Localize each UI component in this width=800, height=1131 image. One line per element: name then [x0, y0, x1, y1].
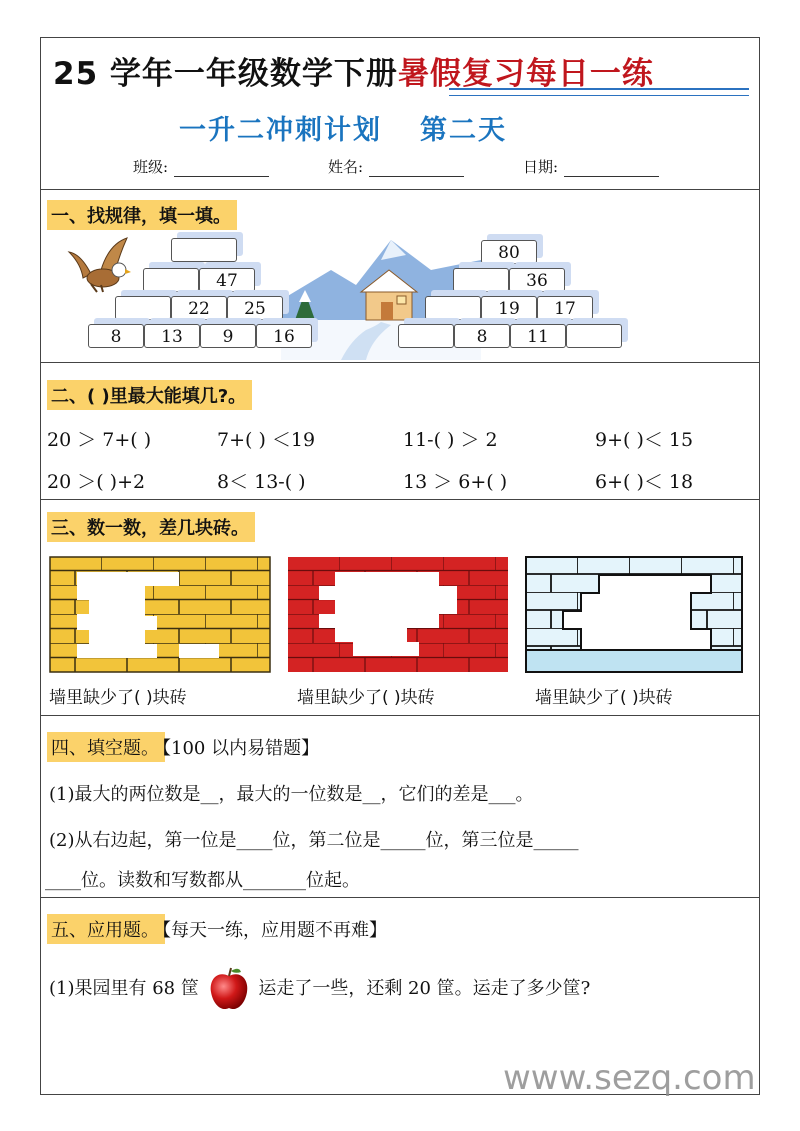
section-title: 四、填空题。 [47, 732, 165, 762]
yellow-brick-wall [49, 556, 271, 673]
pyramid-cell: 25 [227, 296, 283, 320]
word-problem-1 [49, 966, 590, 1012]
pyramid-cell: 16 [256, 324, 312, 348]
worksheet-header [41, 38, 759, 190]
subtitle [179, 108, 507, 147]
day-label: 第二天 [420, 115, 507, 146]
inequality[interactable]: 13 ＞ 6+( ) [403, 471, 508, 493]
inequality[interactable]: 7+( ) ＜19 [217, 429, 316, 451]
pyramid-cell: 8 [454, 324, 510, 348]
title-highlight: 暑假复习每日一练 [397, 56, 654, 92]
pyramid-cell: 22 [171, 296, 227, 320]
inequality[interactable]: 6+( )＜ 18 [595, 471, 694, 493]
class-label: 班级: [133, 158, 169, 176]
question-2-line1[interactable]: (2)从右边起，第一位是____位，第二位是_____位，第三位是_____ [49, 830, 579, 851]
question-2-line2[interactable]: ____位。读数和写数都从_______位起。 [45, 870, 360, 891]
inequality[interactable]: 11-( ) ＞ 2 [403, 429, 498, 451]
date-blank[interactable] [564, 162, 659, 177]
wall-answer-label[interactable]: 墙里缺少了( )块砖 [297, 688, 435, 708]
section-max-fill [41, 363, 759, 500]
section-title: 一、找规律，填一填。 [47, 200, 237, 230]
watermark: www.sezq.com [503, 1058, 756, 1098]
name-label: 姓名: [328, 158, 364, 176]
pyramid-cell: 8 [88, 324, 144, 348]
date-label: 日期: [523, 158, 559, 176]
wall-answer-label[interactable]: 墙里缺少了( )块砖 [49, 688, 187, 708]
section-fill-blanks [41, 716, 759, 898]
pyramid-cell: 80 [481, 240, 537, 264]
inequality[interactable]: 9+( )＜ 15 [595, 429, 694, 451]
pyramid-cell: 17 [537, 296, 593, 320]
section-note: 【每天一练，应用题不再难】 [153, 920, 387, 941]
pyramid-cell[interactable] [398, 324, 454, 348]
section-title: 五、应用题。 [47, 914, 165, 944]
inequality[interactable]: 20 ＞ 7+( ) [47, 429, 152, 451]
section-pattern [41, 190, 759, 363]
pyramid-cell: 9 [200, 324, 256, 348]
pyramid-cell: 36 [509, 268, 565, 292]
name-field[interactable] [328, 156, 464, 177]
worksheet [40, 37, 760, 1095]
inequality[interactable]: 20 ＞( )+2 [47, 471, 146, 493]
pyramid-cell[interactable] [453, 268, 509, 292]
date-field[interactable] [523, 156, 659, 177]
pyramid-cell: 47 [199, 268, 255, 292]
pyramid-cell[interactable] [115, 296, 171, 320]
pyramid-cell: 13 [144, 324, 200, 348]
pyramid-cell[interactable] [171, 238, 237, 262]
inequality[interactable]: 8＜ 13-( ) [217, 471, 306, 493]
wall-answer-label[interactable]: 墙里缺少了( )块砖 [535, 688, 673, 708]
pyramid-cell[interactable] [425, 296, 481, 320]
class-blank[interactable] [174, 162, 269, 177]
pyramid-cell: 19 [481, 296, 537, 320]
plan-title: 一升二冲刺计划 [179, 115, 382, 146]
title-main: 25 学年一年级数学下册 [53, 56, 398, 92]
section-title: 三、数一数，差几块砖。 [47, 512, 255, 542]
eagle-icon [61, 234, 141, 294]
page-title [53, 48, 654, 93]
class-field[interactable] [133, 156, 269, 177]
red-brick-wall [287, 556, 509, 673]
blue-brick-wall [525, 556, 743, 673]
section-count-bricks [41, 500, 759, 716]
apple-icon [207, 966, 251, 1012]
section-title: 二、( )里最大能填几?。 [47, 380, 252, 410]
problem-text-start: (1)果园里有 68 筐 [49, 978, 199, 999]
pyramid-cell[interactable] [143, 268, 199, 292]
pyramid-cell: 11 [510, 324, 566, 348]
section-note: 【100 以内易错题】 [153, 738, 320, 759]
title-underline [449, 88, 749, 96]
problem-text-end: 运走了一些，还剩 20 筐。运走了多少筐? [258, 978, 591, 999]
name-blank[interactable] [369, 162, 464, 177]
pyramid-cell[interactable] [566, 324, 622, 348]
question-1[interactable]: (1)最大的两位数是__，最大的一位数是__，它们的差是___。 [49, 784, 534, 805]
